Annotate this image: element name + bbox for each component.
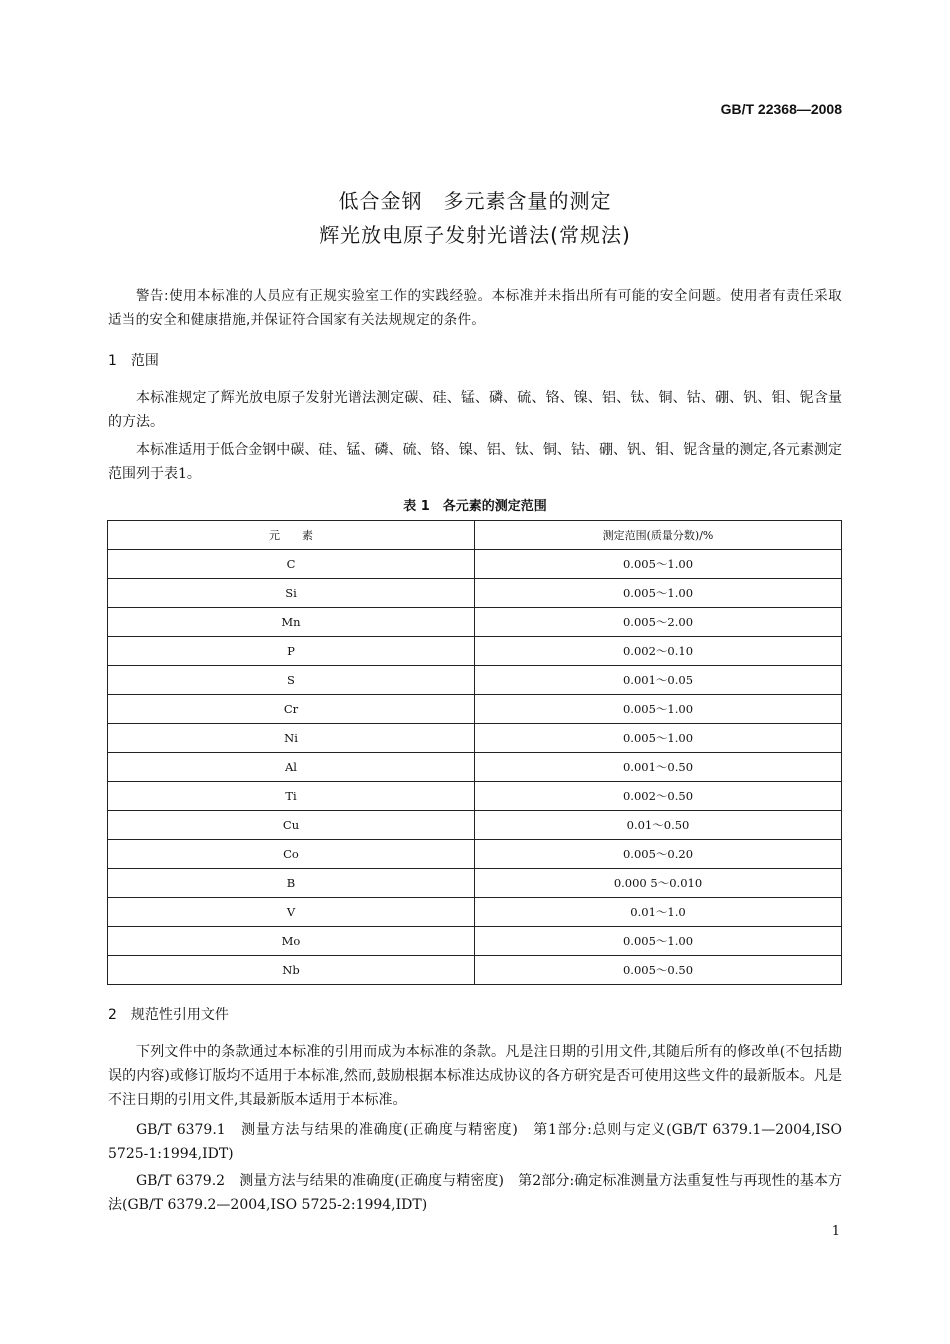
- section-title: 规范性引用文件: [130, 1007, 229, 1023]
- paragraph: 下列文件中的条款通过本标准的引用而成为本标准的条款。凡是注日期的引用文件,其随后所有的修改单(不包括勘误的内容)或修订版均不适用于本标准,然而,鼓励根据本标准达成协议的各方研究是否可使用这些文件的最新版本。凡是不注日期的引用文件,其最新版本适用于本标准。: [108, 1044, 842, 1108]
- range-cell: 0.005～1.00: [475, 579, 842, 608]
- element-cell: Mo: [108, 927, 475, 956]
- table-row: [108, 637, 842, 666]
- table-row: [108, 898, 842, 927]
- range-cell: 0.01～1.0: [475, 898, 842, 927]
- range-cell: 0.001～0.05: [475, 666, 842, 695]
- element-cell: Cr: [108, 695, 475, 724]
- table-row: [108, 579, 842, 608]
- section-number: 2: [108, 1007, 117, 1023]
- element-cell: B: [108, 869, 475, 898]
- element-range-table: [107, 520, 842, 985]
- element-cell: Co: [108, 840, 475, 869]
- element-cell: Nb: [108, 956, 475, 985]
- section-1-heading: [108, 350, 173, 370]
- table-caption: 表 1 各元素的测定范围: [403, 499, 547, 514]
- element-cell: S: [108, 666, 475, 695]
- page-number: 1: [831, 1224, 840, 1239]
- element-cell: Ni: [108, 724, 475, 753]
- title-line-2: 辉光放电原子发射光谱法(常规法): [319, 223, 631, 247]
- standard-number: GB/T 22368—2008: [720, 101, 842, 117]
- section-2-heading: [108, 1004, 243, 1024]
- element-cell: Ti: [108, 782, 475, 811]
- range-cell: 0.005～2.00: [475, 608, 842, 637]
- range-cell: 0.005～1.00: [475, 550, 842, 579]
- table-row: [108, 695, 842, 724]
- table-row: [108, 724, 842, 753]
- element-cell: Cu: [108, 811, 475, 840]
- range-cell: 0.001～0.50: [475, 753, 842, 782]
- range-cell: 0.000 5～0.010: [475, 869, 842, 898]
- table-row: [108, 840, 842, 869]
- range-cell: 0.002～0.10: [475, 637, 842, 666]
- element-cell: Mn: [108, 608, 475, 637]
- table-row: [108, 753, 842, 782]
- paragraph: 本标准规定了辉光放电原子发射光谱法测定碳、硅、锰、磷、硫、铬、镍、铝、钛、铜、钴、硼、钒、钼、铌含量的方法。: [108, 390, 842, 430]
- warning-paragraph: 警告:使用本标准的人员应有正规实验室工作的实践经验。本标准并未指出所有可能的安全问题。使用者有责任采取适当的安全和健康措施,并保证符合国家有关法规规定的条件。: [108, 288, 842, 328]
- table-row: [108, 608, 842, 637]
- table-row: [108, 666, 842, 695]
- range-cell: 0.005～1.00: [475, 927, 842, 956]
- range-cell: 0.005～1.00: [475, 695, 842, 724]
- title-line-1: 低合金钢 多元素含量的测定: [338, 189, 612, 213]
- table-row: [108, 811, 842, 840]
- range-cell: 0.002～0.50: [475, 782, 842, 811]
- column-header: 测定范围(质量分数)/%: [475, 521, 842, 550]
- range-cell: 0.005～1.00: [475, 724, 842, 753]
- section-number: 1: [108, 353, 117, 369]
- table-row: [108, 956, 842, 985]
- reference-item: GB/T 6379.2 测量方法与结果的准确度(正确度与精密度) 第2部分:确定标准测量方法重复性与再现性的基本方法(GB/T 6379.2—2004,ISO 5725-2:1994,IDT): [108, 1173, 842, 1213]
- element-cell: Al: [108, 753, 475, 782]
- column-header: 元 素: [108, 521, 475, 550]
- element-cell: V: [108, 898, 475, 927]
- range-cell: 0.005～0.50: [475, 956, 842, 985]
- paragraph: 本标准适用于低合金钢中碳、硅、锰、磷、硫、铬、镍、铝、钛、铜、钴、硼、钒、钼、铌含量的测定,各元素测定范围列于表1。: [108, 442, 842, 482]
- table-row: [108, 782, 842, 811]
- table-row: [108, 927, 842, 956]
- element-cell: C: [108, 550, 475, 579]
- element-cell: Si: [108, 579, 475, 608]
- range-cell: 0.01～0.50: [475, 811, 842, 840]
- table-row: [108, 869, 842, 898]
- range-cell: 0.005～0.20: [475, 840, 842, 869]
- element-cell: P: [108, 637, 475, 666]
- reference-item: GB/T 6379.1 测量方法与结果的准确度(正确度与精密度) 第1部分:总则与定义(GB/T 6379.1—2004,ISO 5725-1:1994,IDT): [108, 1122, 842, 1162]
- table-row: [108, 550, 842, 579]
- section-title: 范围: [130, 353, 159, 369]
